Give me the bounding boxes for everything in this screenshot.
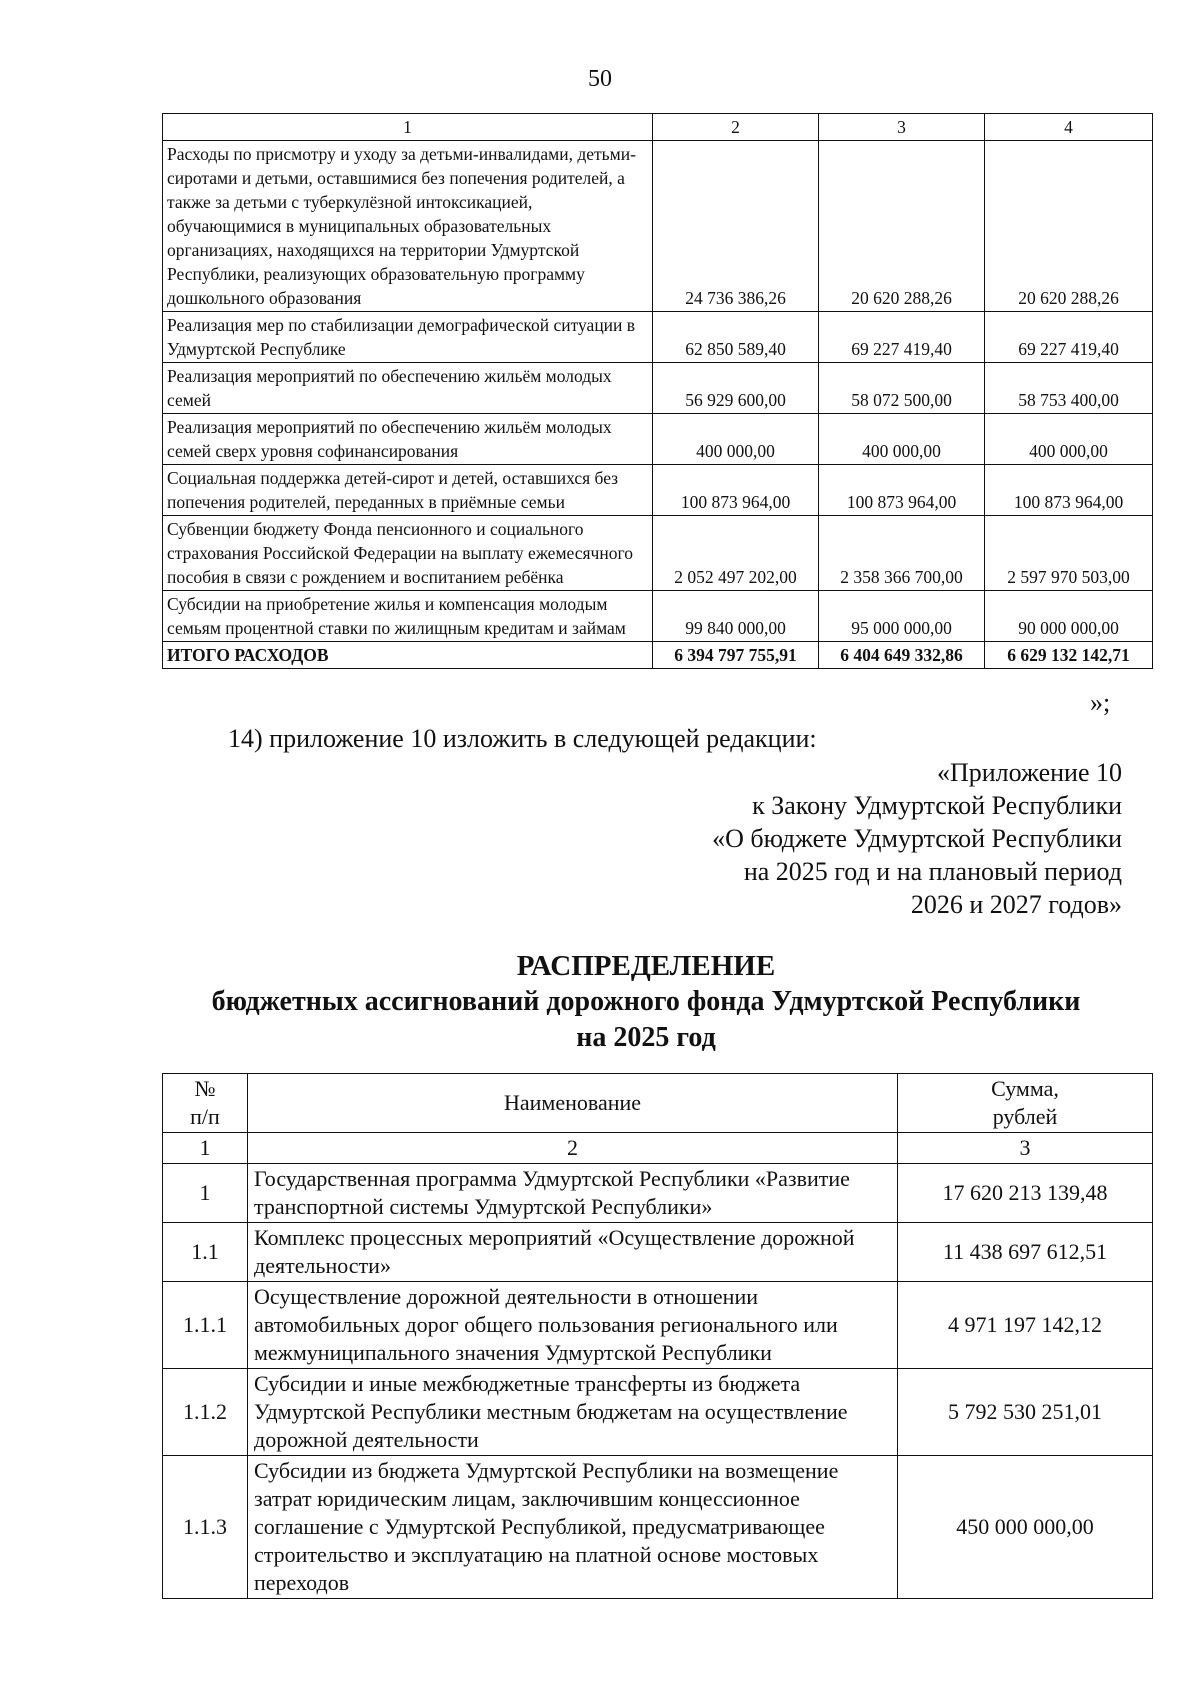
total-label: ИТОГО РАСХОДОВ (163, 642, 653, 669)
amount-2026: 100 873 964,00 (819, 465, 985, 516)
column-index-row (163, 1133, 1153, 1164)
title-subtitle: бюджетных ассигнований дорожного фонда Удмуртской Республики (211, 986, 1081, 1017)
table-row (163, 591, 1153, 642)
amount-2025: 24 736 386,26 (653, 141, 819, 312)
road-fund-table (162, 1073, 1153, 1599)
row-number: 1 (163, 1164, 248, 1223)
amount-2027: 90 000 000,00 (985, 591, 1153, 642)
row-sum: 4 971 197 142,12 (898, 1282, 1153, 1369)
table-row (163, 312, 1153, 363)
appendix-line: «Приложение 10 (936, 758, 1122, 787)
appendix-line: на 2025 год и на плановый период (743, 857, 1122, 886)
header-line: № (194, 1076, 216, 1101)
column-header: 2 (653, 114, 819, 141)
amount-2026: 58 072 500,00 (819, 363, 985, 414)
table-row (163, 141, 1153, 312)
row-name: Субсидии на приобретение жилья и компенсация молодым семьям процентной ставки по жилищным кредитам и займам (163, 591, 653, 642)
appendix-line: 2026 и 2027 годов» (910, 890, 1122, 919)
row-number: 1.1.2 (163, 1369, 248, 1456)
column-index: 2 (248, 1133, 898, 1164)
title-main: РАСПРЕДЕЛЕНИЕ (516, 950, 776, 982)
table-row (163, 1282, 1153, 1369)
amount-2025: 2 052 497 202,00 (653, 516, 819, 591)
table-row (163, 516, 1153, 591)
amount-2027: 20 620 288,26 (985, 141, 1153, 312)
appendix-heading (712, 756, 1122, 921)
amount-2027: 400 000,00 (985, 414, 1153, 465)
row-name: Комплекс процессных мероприятий «Осуществление дорожной деятельности» (248, 1223, 898, 1282)
amount-2025: 56 929 600,00 (653, 363, 819, 414)
row-name: Государственная программа Удмуртской Республики «Развитие транспортной системы Удмуртской Республики» (248, 1164, 898, 1223)
row-name: Расходы по присмотру и уходу за детьми-инвалидами, детьми-сиротами и детьми, оставшимися без попечения родителей, а также за детьми с туберкулёзной интоксикацией, обучающимися в муниципальных образовательных организациях, находящихся на территории Удмуртской Республики, реализующих образовательную программу дошкольного образования (163, 141, 653, 312)
total-row (163, 642, 1153, 669)
amount-2026: 69 227 419,40 (819, 312, 985, 363)
table-row (163, 1164, 1153, 1223)
row-number: 1.1.1 (163, 1282, 248, 1369)
amount-2026: 20 620 288,26 (819, 141, 985, 312)
row-name: Осуществление дорожной деятельности в отношении автомобильных дорог общего пользования регионального или межмуниципального значения Удмуртской Республики (248, 1282, 898, 1369)
column-header: 1 (163, 114, 653, 141)
row-number: 1.1.3 (163, 1456, 248, 1599)
table-row (163, 1223, 1153, 1282)
table-row (163, 1456, 1153, 1599)
row-name: Социальная поддержка детей-сирот и детей, оставшихся без попечения родителей, переданных в приёмные семьи (163, 465, 653, 516)
appendix-line: к Закону Удмуртской Республики (752, 791, 1122, 820)
total-2025: 6 394 797 755,91 (653, 642, 819, 669)
page-number: 50 (588, 66, 612, 92)
row-name: Реализация мероприятий по обеспечению жильём молодых семей сверх уровня софинансирования (163, 414, 653, 465)
row-sum: 5 792 530 251,01 (898, 1369, 1153, 1456)
amount-2027: 100 873 964,00 (985, 465, 1153, 516)
row-name: Реализация мер по стабилизации демографической ситуации в Удмуртской Республике (163, 312, 653, 363)
amendment-item-14: 14) приложение 10 изложить в следующей редакции: (228, 724, 817, 753)
table-header-row (163, 1074, 1153, 1133)
header-line: рублей (992, 1104, 1058, 1129)
amount-2025: 100 873 964,00 (653, 465, 819, 516)
column-header: 3 (819, 114, 985, 141)
row-name: Субвенции бюджету Фонда пенсионного и социального страхования Российской Федерации на выплату ежемесячного пособия в связи с рождением и воспитанием ребёнка (163, 516, 653, 591)
column-index: 1 (163, 1133, 248, 1164)
row-name: Субсидии и иные межбюджетные трансферты из бюджета Удмуртской Республики местным бюджетам на осуществление дорожной деятельности (248, 1369, 898, 1456)
amount-2025: 99 840 000,00 (653, 591, 819, 642)
table-header-row (163, 114, 1153, 141)
row-name: Реализация мероприятий по обеспечению жильём молодых семей (163, 363, 653, 414)
amount-2026: 400 000,00 (819, 414, 985, 465)
row-sum: 450 000 000,00 (898, 1456, 1153, 1599)
table-row (163, 363, 1153, 414)
amount-2027: 2 597 970 503,00 (985, 516, 1153, 591)
table-row (163, 1369, 1153, 1456)
column-index: 3 (898, 1133, 1153, 1164)
amount-2026: 2 358 366 700,00 (819, 516, 985, 591)
total-2026: 6 404 649 332,86 (819, 642, 985, 669)
title-year: на 2025 год (576, 1022, 716, 1053)
header-line: Сумма, (991, 1076, 1059, 1101)
amount-2027: 69 227 419,40 (985, 312, 1153, 363)
row-name: Субсидии из бюджета Удмуртской Республики на возмещение затрат юридическим лицам, заключившим концессионное соглашение с Удмуртской Республикой, предусматривающее строительство и эксплуатацию на платной основе мостовых переходов (248, 1456, 898, 1599)
table-row (163, 414, 1153, 465)
name-column-header: Наименование (248, 1074, 898, 1133)
row-number: 1.1 (163, 1223, 248, 1282)
amount-2025: 62 850 589,40 (653, 312, 819, 363)
appendix-line: «О бюджете Удмуртской Республики (712, 824, 1122, 853)
amount-2026: 95 000 000,00 (819, 591, 985, 642)
total-2027: 6 629 132 142,71 (985, 642, 1153, 669)
number-column-header (163, 1074, 248, 1133)
expenses-table (162, 113, 1153, 669)
row-sum: 11 438 697 612,51 (898, 1223, 1153, 1282)
document-title (0, 948, 1200, 1056)
header-line: п/п (190, 1104, 220, 1129)
closing-quote: »; (1090, 688, 1111, 717)
table-row (163, 465, 1153, 516)
amount-2025: 400 000,00 (653, 414, 819, 465)
column-header: 4 (985, 114, 1153, 141)
sum-column-header (898, 1074, 1153, 1133)
amount-2027: 58 753 400,00 (985, 363, 1153, 414)
row-sum: 17 620 213 139,48 (898, 1164, 1153, 1223)
